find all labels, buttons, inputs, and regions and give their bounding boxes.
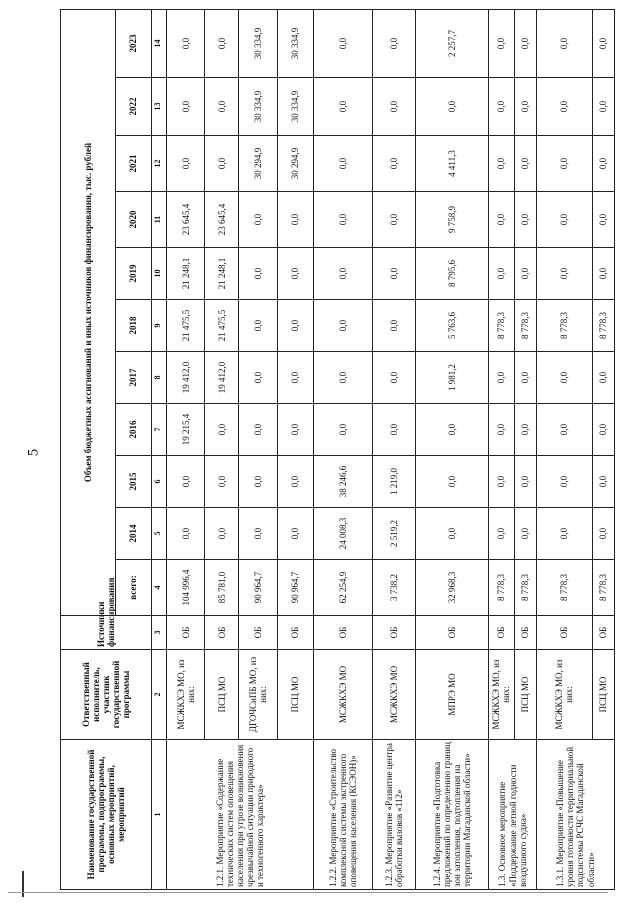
value-cell: 0,0 (372, 136, 415, 192)
executor-cell: ПСЦ МО (205, 650, 239, 740)
value-cell: 9 758,9 (416, 192, 489, 248)
value-cell: 30 294,9 (277, 136, 313, 192)
value-cell: 0,0 (313, 136, 372, 192)
value-cell: 0,0 (592, 456, 614, 508)
value-cell: 0,0 (313, 9, 372, 77)
value-cell: 2 257,7 (416, 9, 489, 77)
value-cell: 0,0 (313, 192, 372, 248)
value-cell: 0,0 (592, 78, 614, 136)
column-number: 13 (151, 78, 166, 136)
value-cell: 19 412,0 (167, 352, 205, 404)
executor-cell: МСЖКХЭ МО (313, 650, 372, 740)
value-cell: 0,0 (514, 456, 536, 508)
value-cell: 30 294,9 (239, 136, 277, 192)
column-number: 1 (151, 740, 166, 890)
total-cell: 85 781,0 (205, 560, 239, 616)
value-cell: 0,0 (277, 508, 313, 560)
executor-cell: ПСЦ МО (277, 650, 313, 740)
value-cell: 0,0 (514, 192, 536, 248)
value-cell: 0,0 (167, 9, 205, 77)
executor-cell: МСЖКХЭ МО, из них: (536, 650, 592, 740)
value-cell: 0,0 (372, 404, 415, 456)
value-cell: 1 219,0 (372, 456, 415, 508)
value-cell: 0,0 (592, 352, 614, 404)
value-cell: 0,0 (372, 300, 415, 352)
column-number: 9 (151, 300, 166, 352)
executor-cell: МСЖКХЭ МО, из них: (489, 650, 515, 740)
value-cell: 23 645,4 (205, 192, 239, 248)
value-cell: 19 412,0 (205, 352, 239, 404)
value-cell: 0,0 (277, 248, 313, 300)
total-cell: 3 738,2 (372, 560, 415, 616)
header-year: 2021 (116, 136, 151, 192)
value-cell: 0,0 (536, 404, 592, 456)
value-cell: 0,0 (489, 248, 515, 300)
table-row (313, 9, 372, 889)
value-cell: 0,0 (239, 192, 277, 248)
value-cell: 0,0 (489, 352, 515, 404)
value-cell: 30 334,9 (239, 9, 277, 77)
value-cell: 0,0 (514, 508, 536, 560)
table-row (372, 9, 415, 889)
rotated-table-frame (60, 10, 615, 890)
total-cell: 62 254,9 (313, 560, 372, 616)
value-cell: 0,0 (313, 248, 372, 300)
value-cell: 0,0 (277, 456, 313, 508)
activity-name: 1.2.2. Мероприятие «Строительство комплексной системы экстренного оповещения населения (КСЭОН)» (313, 740, 372, 890)
column-number: 5 (151, 508, 166, 560)
value-cell: 0,0 (372, 248, 415, 300)
value-cell: 21 248,1 (167, 248, 205, 300)
value-cell: 8 778,3 (592, 300, 614, 352)
value-cell: 30 334,9 (239, 78, 277, 136)
value-cell: 30 334,9 (277, 78, 313, 136)
value-cell: 0,0 (313, 352, 372, 404)
executor-cell: МСЖКХЭ МО, из них: (167, 650, 205, 740)
source-cell: ОБ (167, 616, 205, 650)
value-cell: 0,0 (489, 192, 515, 248)
header-source: Источники финансирования (61, 616, 152, 650)
executor-cell: МСЖКХЭ МО (372, 650, 415, 740)
value-cell: 21 475,5 (205, 300, 239, 352)
value-cell: 0,0 (489, 404, 515, 456)
value-cell: 8 795,6 (416, 248, 489, 300)
value-cell: 0,0 (205, 136, 239, 192)
value-cell: 0,0 (536, 352, 592, 404)
header-name: Наименование государственной программы, подпрограммы, основных мероприятий, мероприятий (61, 740, 152, 890)
value-cell: 5 763,6 (416, 300, 489, 352)
value-cell: 30 334,9 (277, 9, 313, 77)
value-cell: 0,0 (372, 352, 415, 404)
value-cell: 0,0 (239, 508, 277, 560)
value-cell: 1 981,2 (416, 352, 489, 404)
header-volume: Объем бюджетных ассигнований и иных источников финансирования, тыс. рублей (61, 9, 116, 615)
value-cell: 0,0 (536, 456, 592, 508)
value-cell: 0,0 (277, 300, 313, 352)
column-number: 11 (151, 192, 166, 248)
value-cell: 0,0 (372, 9, 415, 77)
value-cell: 0,0 (536, 192, 592, 248)
value-cell: 8 778,3 (514, 300, 536, 352)
column-number: 2 (151, 650, 166, 740)
source-cell: ОБ (239, 616, 277, 650)
value-cell: 0,0 (277, 404, 313, 456)
header-year: 2017 (116, 352, 151, 404)
value-cell: 0,0 (592, 404, 614, 456)
value-cell: 0,0 (205, 508, 239, 560)
value-cell: 0,0 (239, 456, 277, 508)
table-row (536, 9, 592, 889)
source-cell: ОБ (489, 616, 515, 650)
value-cell: 0,0 (205, 78, 239, 136)
value-cell: 0,0 (536, 78, 592, 136)
budget-table (60, 9, 615, 890)
header-year: 2019 (116, 248, 151, 300)
value-cell: 0,0 (514, 78, 536, 136)
column-number: 10 (151, 248, 166, 300)
value-cell: 19 215,4 (167, 404, 205, 456)
value-cell: 24 008,3 (313, 508, 372, 560)
total-cell: 104 996,4 (167, 560, 205, 616)
activity-name: 1.3. Основное мероприятие «Поддержание летной годности воздушного судна» (489, 740, 537, 890)
value-cell: 0,0 (514, 352, 536, 404)
header-year: 2018 (116, 300, 151, 352)
value-cell: 8 778,3 (489, 300, 515, 352)
executor-cell: ДГОЧСиПБ МО, из них: (239, 650, 277, 740)
value-cell: 21 475,5 (167, 300, 205, 352)
page-number: 5 (25, 448, 42, 457)
value-cell: 0,0 (536, 9, 592, 77)
total-cell: 90 964,7 (277, 560, 313, 616)
value-cell: 0,0 (416, 404, 489, 456)
source-cell: ОБ (592, 616, 614, 650)
value-cell: 0,0 (536, 248, 592, 300)
value-cell: 0,0 (372, 78, 415, 136)
value-cell: 0,0 (489, 9, 515, 77)
header-year: 2016 (116, 404, 151, 456)
column-number: 7 (151, 404, 166, 456)
value-cell: 0,0 (313, 300, 372, 352)
value-cell: 8 778,3 (536, 300, 592, 352)
source-cell: ОБ (313, 616, 372, 650)
total-cell: 90 964,7 (239, 560, 277, 616)
value-cell: 0,0 (167, 78, 205, 136)
header-year: 2023 (116, 9, 151, 77)
value-cell: 21 248,1 (205, 248, 239, 300)
value-cell: 0,0 (239, 404, 277, 456)
source-cell: ОБ (416, 616, 489, 650)
value-cell: 0,0 (489, 508, 515, 560)
value-cell: 0,0 (536, 136, 592, 192)
value-cell: 0,0 (416, 508, 489, 560)
table-row (167, 9, 205, 889)
activity-name: 1.2.3. Мероприятие «Развитие центра обработки вызовов «112» (372, 740, 415, 890)
header-year: 2014 (116, 508, 151, 560)
value-cell: 4 411,3 (416, 136, 489, 192)
source-cell: ОБ (536, 616, 592, 650)
activity-name: 1.2.1. Мероприятие «Содержание технических систем оповещения населения при угрозе возникновения чрезвычайной ситуации природного и техногенного характера» (167, 740, 314, 890)
header-year: 2015 (116, 456, 151, 508)
value-cell: 0,0 (313, 404, 372, 456)
value-cell: 0,0 (514, 404, 536, 456)
value-cell: 0,0 (592, 508, 614, 560)
value-cell: 0,0 (592, 136, 614, 192)
value-cell: 0,0 (489, 456, 515, 508)
value-cell: 0,0 (277, 192, 313, 248)
page-bottom-line (8, 892, 608, 893)
column-number: 6 (151, 456, 166, 508)
value-cell: 0,0 (205, 404, 239, 456)
activity-name: 1.3.1. Мероприятие «Повышение уровня готовности территориальной подсистемы РСЧС Магаданской области» (536, 740, 614, 890)
value-cell: 0,0 (372, 192, 415, 248)
value-cell: 0,0 (205, 9, 239, 77)
value-cell: 0,0 (592, 248, 614, 300)
executor-cell: ПСЦ МО (592, 650, 614, 740)
header-executor: Ответственный исполнитель, участник государственной программы (61, 650, 152, 740)
value-cell: 0,0 (239, 248, 277, 300)
column-number: 8 (151, 352, 166, 404)
value-cell: 0,0 (416, 78, 489, 136)
table-container (60, 10, 615, 890)
value-cell: 0,0 (416, 456, 489, 508)
value-cell: 0,0 (489, 136, 515, 192)
source-cell: ОБ (205, 616, 239, 650)
value-cell: 0,0 (514, 136, 536, 192)
value-cell: 0,0 (536, 508, 592, 560)
value-cell: 2 519,2 (372, 508, 415, 560)
value-cell: 0,0 (205, 456, 239, 508)
value-cell: 0,0 (239, 352, 277, 404)
total-cell: 32 968,3 (416, 560, 489, 616)
value-cell: 0,0 (239, 300, 277, 352)
column-number: 3 (151, 616, 166, 650)
table-row (416, 9, 489, 889)
activity-name: 1.2.4. Мероприятие «Подготовка предложений по определению границ зон затопления, подтопления на территории Магаданской области» (416, 740, 489, 890)
source-cell: ОБ (277, 616, 313, 650)
value-cell: 0,0 (514, 248, 536, 300)
column-number: 12 (151, 136, 166, 192)
page-edge-mark (22, 871, 24, 897)
total-cell: 8 778,3 (592, 560, 614, 616)
source-cell: ОБ (514, 616, 536, 650)
value-cell: 0,0 (592, 9, 614, 77)
value-cell: 38 246,6 (313, 456, 372, 508)
source-cell: ОБ (372, 616, 415, 650)
executor-cell: МПРЭ МО (416, 650, 489, 740)
value-cell: 0,0 (167, 508, 205, 560)
total-cell: 8 778,3 (514, 560, 536, 616)
total-cell: 8 778,3 (489, 560, 515, 616)
value-cell: 0,0 (514, 9, 536, 77)
value-cell: 0,0 (489, 78, 515, 136)
value-cell: 0,0 (277, 352, 313, 404)
value-cell: 0,0 (592, 192, 614, 248)
executor-cell: ПСЦ МО (514, 650, 536, 740)
column-number: 14 (151, 9, 166, 77)
header-year: 2020 (116, 192, 151, 248)
value-cell: 23 645,4 (167, 192, 205, 248)
table-row (489, 9, 515, 889)
total-cell: 8 778,3 (536, 560, 592, 616)
header-year: 2022 (116, 78, 151, 136)
column-number: 4 (151, 560, 166, 616)
value-cell: 0,0 (167, 136, 205, 192)
value-cell: 0,0 (167, 456, 205, 508)
header-total: всего: (116, 560, 151, 616)
value-cell: 0,0 (313, 78, 372, 136)
